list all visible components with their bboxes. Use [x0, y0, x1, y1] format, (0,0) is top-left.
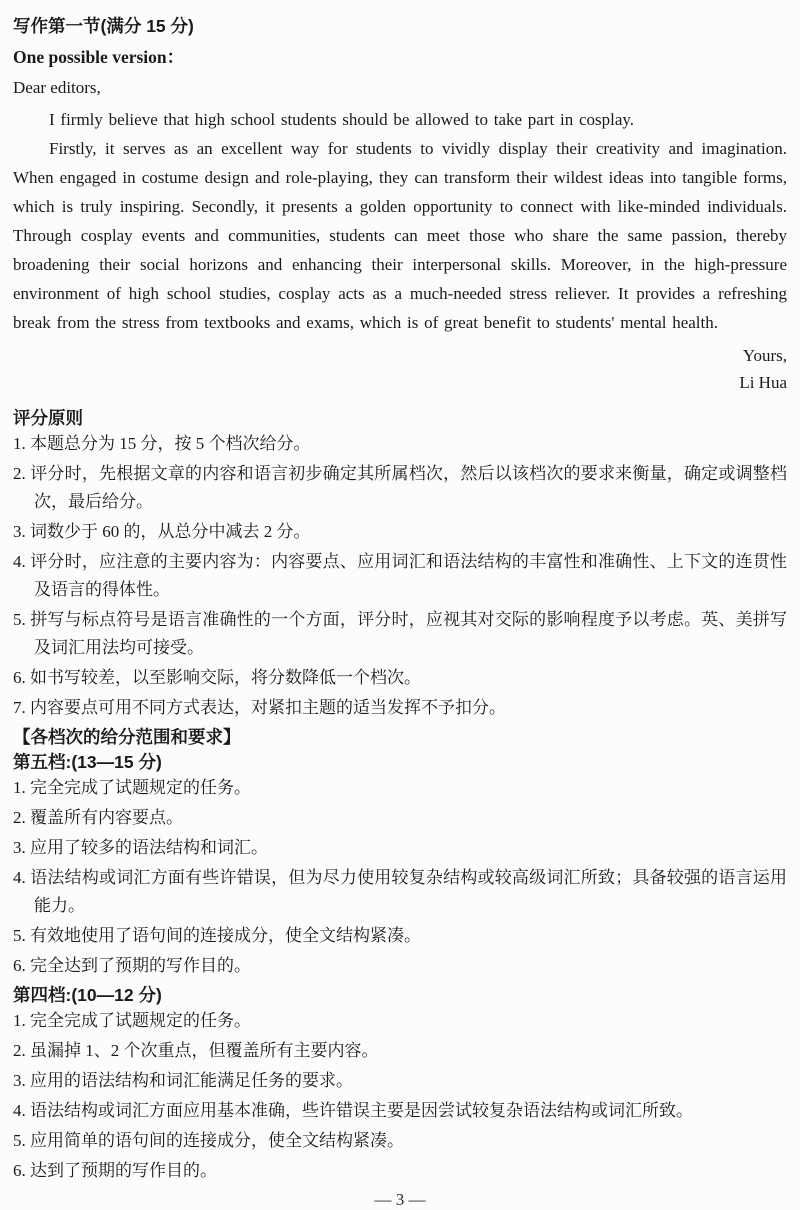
list-item: 4. 评分时，应注意的主要内容为：内容要点、应用词汇和语法结构的丰富性和准确性、上下文的连贯性及语言的得体性。: [13, 552, 787, 599]
letter-paragraph-2: Firstly, it serves as an excellent way for students to vividly display their creativity and imagination. When engaged in costume design and role-playing, they can transform their wildest ideas into tangible forms, which is truly inspiring. Secondly, it presents a golden opportunity to connect with like-minded individuals. Through cosplay events and communities, students can meet those who share the same passion, thereby broadening their social horizons and enhancing their interpersonal skills. Moreover, in the high-pressure environment of high school studies, cosplay acts as a much-needed stress reliever. It provides a refreshing break from the stress from textbooks and exams, which is of great benefit to students' mental health.: [13, 139, 787, 332]
band-four-title: 第四档:(10—12 分): [13, 985, 162, 1005]
letter-closing: Yours,: [742, 346, 787, 365]
list-item: 1. 完全完成了试题规定的任务。: [13, 778, 251, 797]
letter-salutation: Dear editors,: [13, 78, 101, 97]
list-item: 2. 评分时，先根据文章的内容和语言初步确定其所属档次，然后以该档次的要求来衡量，确定或调整档次，最后给分。: [13, 464, 787, 511]
page-number: — 3 —: [374, 1190, 426, 1209]
scoring-principles-heading: 评分原则: [13, 408, 83, 428]
list-item: 1. 完全完成了试题规定的任务。: [13, 1011, 251, 1030]
list-item: 4. 语法结构或词汇方面应用基本准确，些许错误主要是因尝试较复杂语法结构或词汇所致。: [13, 1101, 693, 1120]
list-item: 5. 应用简单的语句间的连接成分，使全文结构紧凑。: [13, 1131, 404, 1150]
list-item: 7. 内容要点可用不同方式表达，对紧扣主题的适当发挥不予扣分。: [13, 698, 506, 717]
bands-range-header: 【各档次的给分范围和要求】: [13, 727, 241, 747]
list-item: 6. 达到了预期的写作目的。: [13, 1161, 217, 1180]
letter-signature: Li Hua: [739, 373, 787, 392]
list-item: 4. 语法结构或词汇方面有些许错误，但为尽力使用较复杂结构或较高级词汇所致；具备较强的语言运用能力。: [13, 868, 787, 915]
list-item: 3. 应用的语法结构和词汇能满足任务的要求。: [13, 1071, 353, 1090]
list-item: 2. 虽漏掉 1、2 个次重点，但覆盖所有主要内容。: [13, 1041, 379, 1060]
list-item: 2. 覆盖所有内容要点。: [13, 808, 183, 827]
list-item: 5. 有效地使用了语句间的连接成分，使全文结构紧凑。: [13, 926, 421, 945]
section-heading: 写作第一节(满分 15 分): [13, 16, 194, 36]
band-four-section: [13, 985, 787, 1185]
list-item: 6. 如书写较差，以至影响交际，将分数降低一个档次。: [13, 668, 421, 687]
band-five-section: [13, 752, 787, 980]
possible-version-label: One possible version：: [13, 47, 185, 67]
band-five-title: 第五档:(13—15 分): [13, 752, 162, 772]
list-item: 3. 应用了较多的语法结构和词汇。: [13, 838, 268, 857]
list-item: 1. 本题总分为 15 分，按 5 个档次给分。: [13, 434, 311, 453]
scoring-principles-list: [13, 430, 787, 722]
list-item: 6. 完全达到了预期的写作目的。: [13, 956, 251, 975]
letter-paragraph-1: I firmly believe that high school students should be allowed to take part in cosplay.: [49, 110, 635, 129]
list-item: 3. 词数少于 60 的，从总分中减去 2 分。: [13, 522, 311, 541]
list-item: 5. 拼写与标点符号是语言准确性的一个方面，评分时，应视其对交际的影响程度予以考虑。英、美拼写及词汇用法均可接受。: [13, 610, 787, 657]
